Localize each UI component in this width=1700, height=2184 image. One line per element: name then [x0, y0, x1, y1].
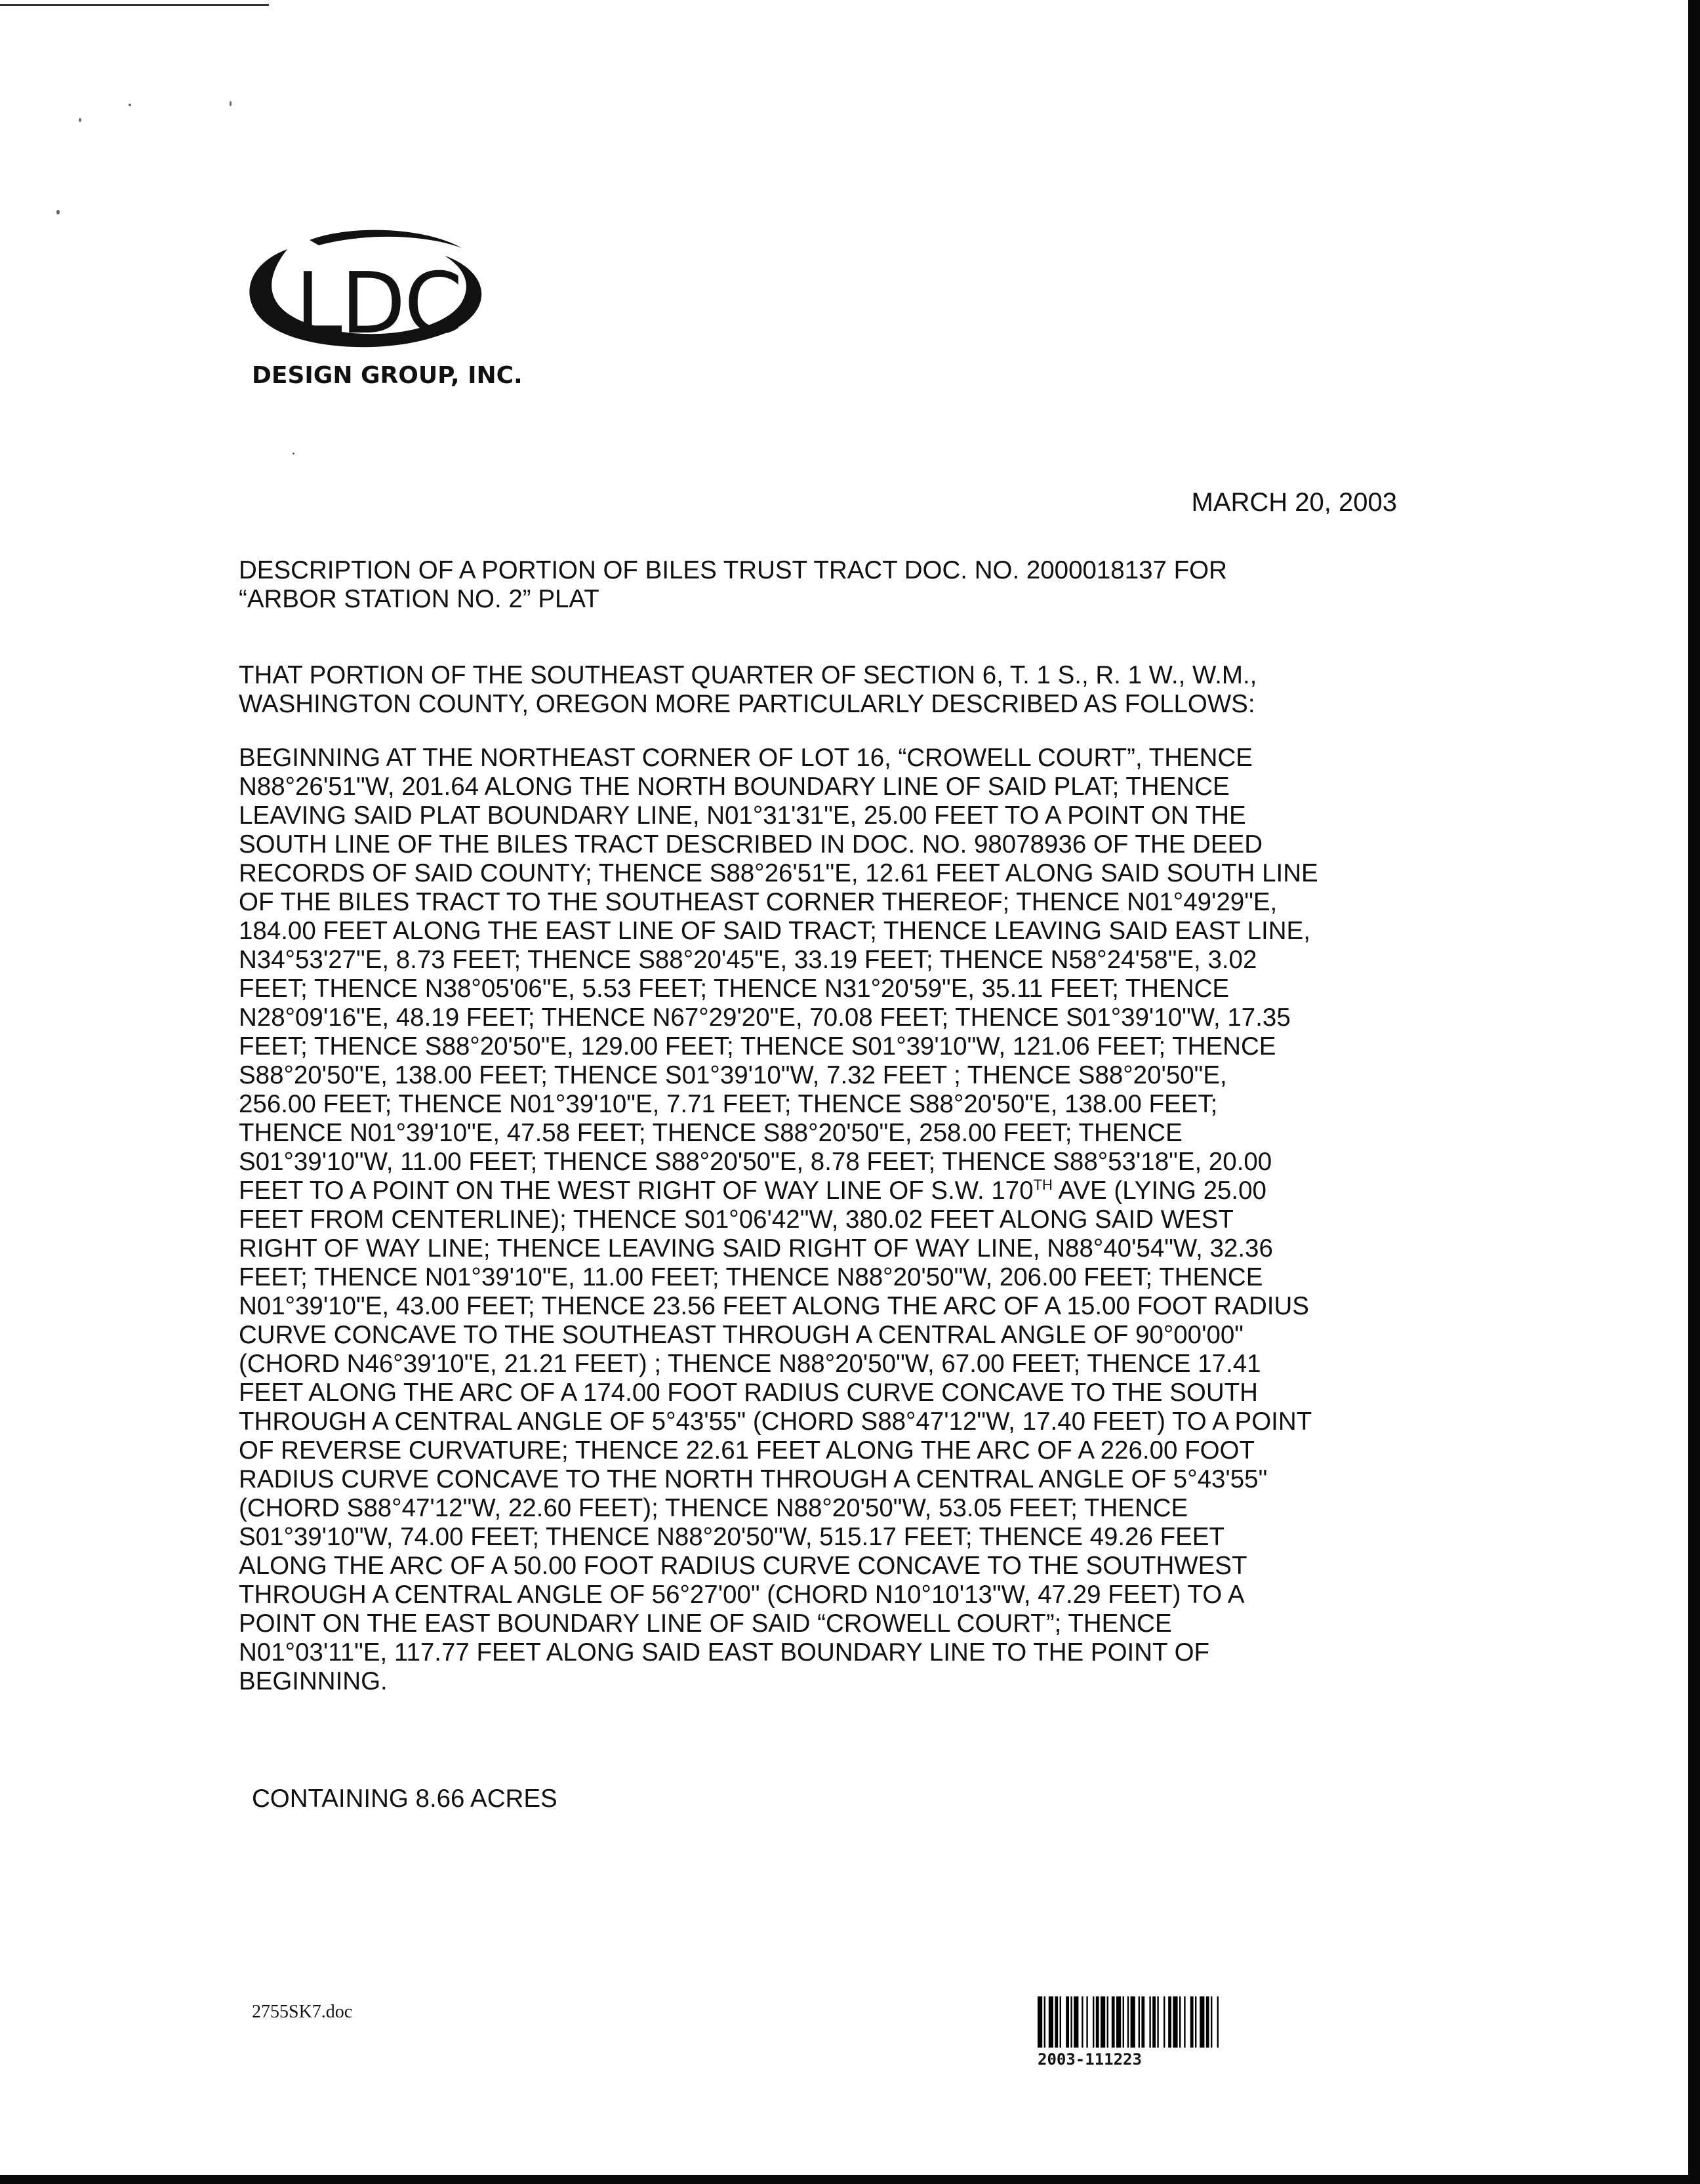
barcode-bar	[1190, 1996, 1194, 2048]
intro-line: THAT PORTION OF THE SOUTHEAST QUARTER OF SECTION 6, T. 1 S., R. 1 W., W.M.,	[239, 661, 1257, 689]
description-line: 184.00 FEET ALONG THE EAST LINE OF SAID TRACT; THENCE LEAVING SAID EAST LINE,	[239, 917, 1310, 945]
description-line: OF REVERSE CURVATURE; THENCE 22.61 FEET ALONG THE ARC OF A 226.00 FOOT	[239, 1436, 1255, 1465]
barcode-bar	[1107, 1996, 1108, 2048]
barcode-number: 2003-111223	[1038, 2050, 1142, 2069]
barcode-bar	[1157, 1996, 1158, 2048]
barcode-bar	[1127, 1996, 1129, 2048]
barcode-bar	[1082, 1996, 1083, 2048]
description-line: 256.00 FEET; THENCE N01°39'10"E, 7.71 FEET; THENCE S88°20'50"E, 138.00 FEET;	[239, 1090, 1218, 1118]
description-line: S01°39'10"W, 11.00 FEET; THENCE S88°20'50"E, 8.78 FEET; THENCE S88°53'18"E, 20.00	[239, 1148, 1272, 1176]
barcode-bar	[1070, 1996, 1072, 2048]
barcode-bar	[1086, 1996, 1087, 2048]
description-line: RIGHT OF WAY LINE; THENCE LEAVING SAID RIGHT OF WAY LINE, N88°40'54"W, 32.36	[239, 1234, 1273, 1263]
barcode-bar	[1173, 1996, 1177, 2048]
intro-line: WASHINGTON COUNTY, OREGON MORE PARTICULARLY DESCRIBED AS FOLLOWS:	[239, 690, 1255, 718]
description-line: N34°53'27"E, 8.73 FEET; THENCE S88°20'45"E, 33.19 FEET; THENCE N58°24'58"E, 3.02	[239, 946, 1257, 974]
barcode-bar	[1195, 1996, 1196, 2048]
description-line: S88°20'50"E, 138.00 FEET; THENCE S01°39'10"W, 7.32 FEET ; THENCE S88°20'50"E,	[239, 1061, 1227, 1089]
description-line: N28°09'16"E, 48.19 FEET; THENCE N67°29'20"E, 70.08 FEET; THENCE S01°39'10"W, 17.35	[239, 1003, 1291, 1032]
barcode-bar	[1152, 1996, 1156, 2048]
barcode-bar	[1200, 1996, 1204, 2048]
barcode-bar	[1131, 1996, 1135, 2048]
barcode-bar	[1044, 1996, 1045, 2048]
description-line: FEET FROM CENTERLINE); THENCE S01°06'42"W, 380.02 FEET ALONG SAID WEST	[239, 1205, 1234, 1234]
barcode-bar	[1139, 1996, 1140, 2048]
title-line: “ARBOR STATION NO. 2” PLAT	[239, 585, 599, 613]
barcode-bar	[1206, 1996, 1209, 2048]
barcode-bar	[1112, 1996, 1115, 2048]
description-line: SOUTH LINE OF THE BILES TRACT DESCRIBED IN DOC. NO. 98078936 OF THE DEED	[239, 830, 1263, 859]
scan-speck	[56, 210, 60, 214]
barcode-bar	[1141, 1996, 1144, 2048]
barcode-bar	[1038, 1996, 1042, 2048]
barcode-icon	[1038, 1996, 1337, 2048]
scan-speck	[129, 104, 131, 106]
description-line: THROUGH A CENTRAL ANGLE OF 5°43'55" (CHORD S88°47'12"W, 17.40 FEET) TO A POINT	[239, 1407, 1312, 1436]
description-line: FEET; THENCE N38°05'06"E, 5.53 FEET; THENCE N31°20'59"E, 35.11 FEET; THENCE	[239, 975, 1230, 1003]
barcode-bar	[1096, 1996, 1099, 2048]
description-line: THENCE N01°39'10"E, 47.58 FEET; THENCE S88°20'50"E, 258.00 FEET; THENCE	[239, 1119, 1183, 1147]
scan-border-bottom	[0, 2175, 1700, 2184]
barcode-bar	[1066, 1996, 1069, 2048]
scan-speck	[79, 118, 81, 122]
description-line: FEET; THENCE S88°20'50"E, 129.00 FEET; THENCE S01°39'10"W, 121.06 FEET; THENCE	[239, 1032, 1276, 1061]
document-date: MARCH 20, 2003	[1191, 488, 1397, 517]
line-text: AVE (LYING 25.00	[1052, 1177, 1266, 1205]
barcode-bar	[1217, 1996, 1219, 2048]
description-line-with-ordinal	[239, 1177, 1439, 1205]
description-line: POINT ON THE EAST BOUNDARY LINE OF SAID “CROWELL COURT”; THENCE	[239, 1609, 1172, 1638]
title-line: DESCRIPTION OF A PORTION OF BILES TRUST TRACT DOC. NO. 2000018137 FOR	[239, 556, 1227, 584]
barcode-bar	[1101, 1996, 1105, 2048]
description-line: RECORDS OF SAID COUNTY; THENCE S88°26'51"E, 12.61 FEET ALONG SAID SOUTH LINE	[239, 859, 1318, 887]
description-line: FEET; THENCE N01°39'10"E, 11.00 FEET; THENCE N88°20'50"W, 206.00 FEET; THENCE	[239, 1263, 1263, 1291]
scan-speck	[293, 453, 294, 455]
barcode-bar	[1211, 1996, 1212, 2048]
legal-description	[239, 744, 1439, 1696]
scan-speck	[230, 101, 232, 106]
description-line: THROUGH A CENTRAL ANGLE OF 56°27'00" (CHORD N10°10'13"W, 47.29 FEET) TO A	[239, 1581, 1245, 1609]
top-rule	[0, 4, 269, 6]
description-line: RADIUS CURVE CONCAVE TO THE NORTH THROUGH A CENTRAL ANGLE OF 5°43'55"	[239, 1465, 1268, 1493]
description-line: (CHORD N46°39'10"E, 21.21 FEET) ; THENCE N88°20'50"W, 67.00 FEET; THENCE 17.41	[239, 1350, 1261, 1378]
barcode-bar	[1049, 1996, 1053, 2048]
description-line: N01°03'11"E, 117.77 FEET ALONG SAID EAST BOUNDARY LINE TO THE POINT OF	[239, 1638, 1210, 1667]
document-title	[239, 556, 1439, 614]
barcode-bar	[1179, 1996, 1181, 2048]
barcode-bar	[1123, 1996, 1124, 2048]
barcode-bar	[1184, 1996, 1185, 2048]
barcode-bar	[1168, 1996, 1171, 2048]
barcode-bar	[1060, 1996, 1061, 2048]
description-line: CURVE CONCAVE TO THE SOUTHEAST THROUGH A CENTRAL ANGLE OF 90°00'00"	[239, 1321, 1244, 1349]
barcode-bar	[1093, 1996, 1094, 2048]
description-line: N88°26'51"W, 201.64 ALONG THE NORTH BOUNDARY LINE OF SAID PLAT; THENCE	[239, 773, 1230, 801]
footer-filename: 2755SK7.doc	[252, 2002, 353, 2022]
barcode-bar	[1055, 1996, 1058, 2048]
description-line: (CHORD S88°47'12"W, 22.60 FEET); THENCE N88°20'50"W, 53.05 FEET; THENCE	[239, 1494, 1188, 1522]
barcode-bar	[1074, 1996, 1078, 2048]
company-logo	[236, 223, 523, 407]
description-line: FEET ALONG THE ARC OF A 174.00 FOOT RADIUS CURVE CONCAVE TO THE SOUTH	[239, 1379, 1258, 1407]
barcode-bar	[1164, 1996, 1165, 2048]
intro-paragraph	[239, 661, 1439, 719]
description-line: S01°39'10"W, 74.00 FEET; THENCE N88°20'50"W, 515.17 FEET; THENCE 49.26 FEET	[239, 1523, 1225, 1551]
line-text: FEET TO A POINT ON THE WEST RIGHT OF WAY LINE OF S.W. 170	[239, 1177, 1034, 1205]
logo-company-name: DESIGN GROUP, INC.	[252, 362, 523, 389]
scan-border-right	[1688, 0, 1700, 2184]
description-line: N01°39'10"E, 43.00 FEET; THENCE 23.56 FEET ALONG THE ARC OF A 15.00 FOOT RADIUS	[239, 1292, 1309, 1320]
barcode-bar	[1149, 1996, 1150, 2048]
ordinal-suffix: TH	[1033, 1177, 1053, 1193]
acreage-summary: CONTAINING 8.66 ACRES	[252, 1785, 557, 1813]
description-line: ALONG THE ARC OF A 50.00 FOOT RADIUS CURVE CONCAVE TO THE SOUTHWEST	[239, 1552, 1247, 1580]
logo-letters: LDC	[295, 255, 462, 353]
description-line: OF THE BILES TRACT TO THE SOUTHEAST CORNER THEREOF; THENCE N01°49'29"E,	[239, 888, 1278, 916]
description-line: BEGINNING AT THE NORTHEAST CORNER OF LOT 16, “CROWELL COURT”, THENCE	[239, 744, 1253, 772]
description-line: BEGINNING.	[239, 1667, 388, 1695]
description-line: LEAVING SAID PLAT BOUNDARY LINE, N01°31'31"E, 25.00 FEET TO A POINT ON THE	[239, 801, 1246, 830]
barcode-bar	[1116, 1996, 1121, 2048]
